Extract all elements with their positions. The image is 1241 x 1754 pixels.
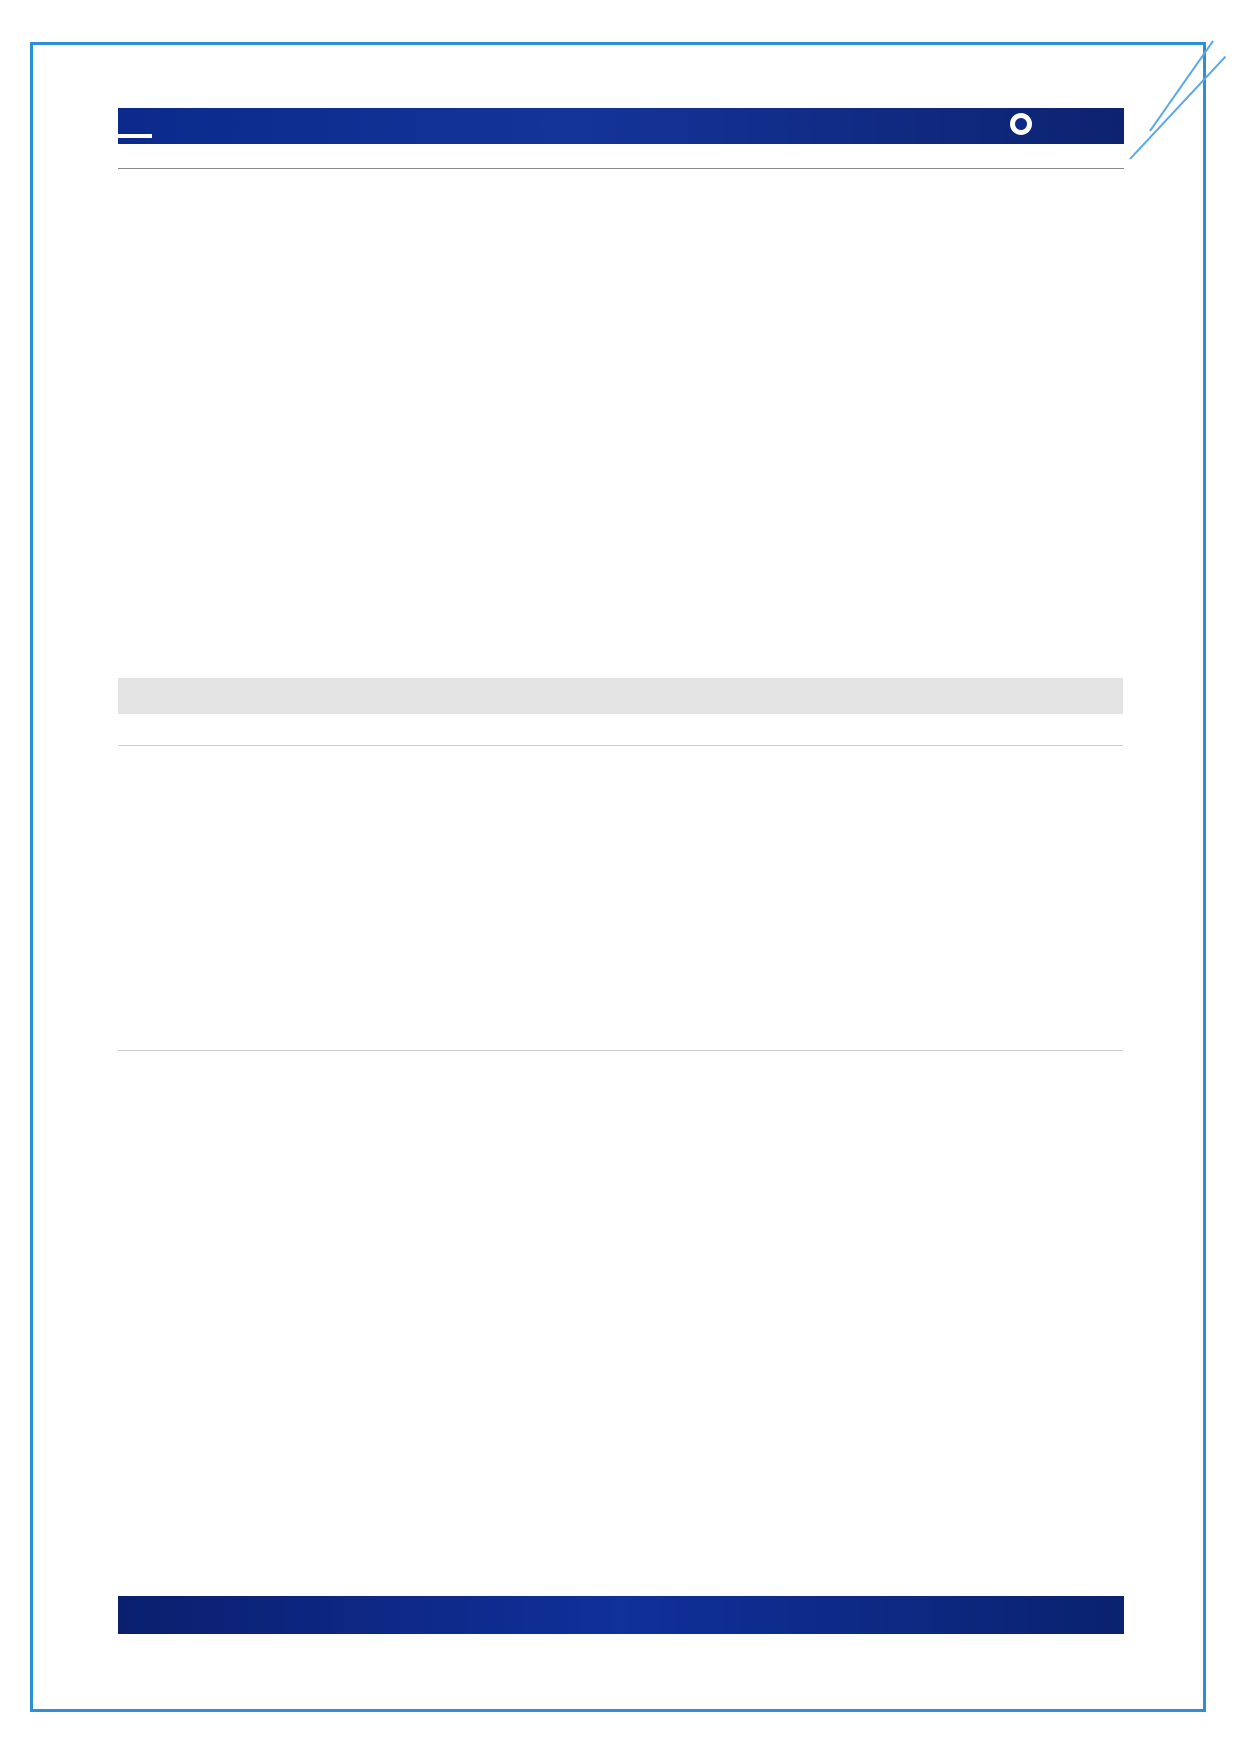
section-paragraph [118,262,1124,327]
futures-logo [118,86,154,138]
category-tabbar [118,678,1123,714]
quote-panel-cu [118,745,1123,1033]
header-banner [118,108,1124,144]
header-rule [118,168,1124,169]
sinolink-mark-icon [1010,113,1032,135]
sinolink-logo [1010,113,1038,135]
footer-banner [118,1596,1124,1634]
logo-cn [118,134,152,138]
quote-panel-al [118,1050,1123,1346]
